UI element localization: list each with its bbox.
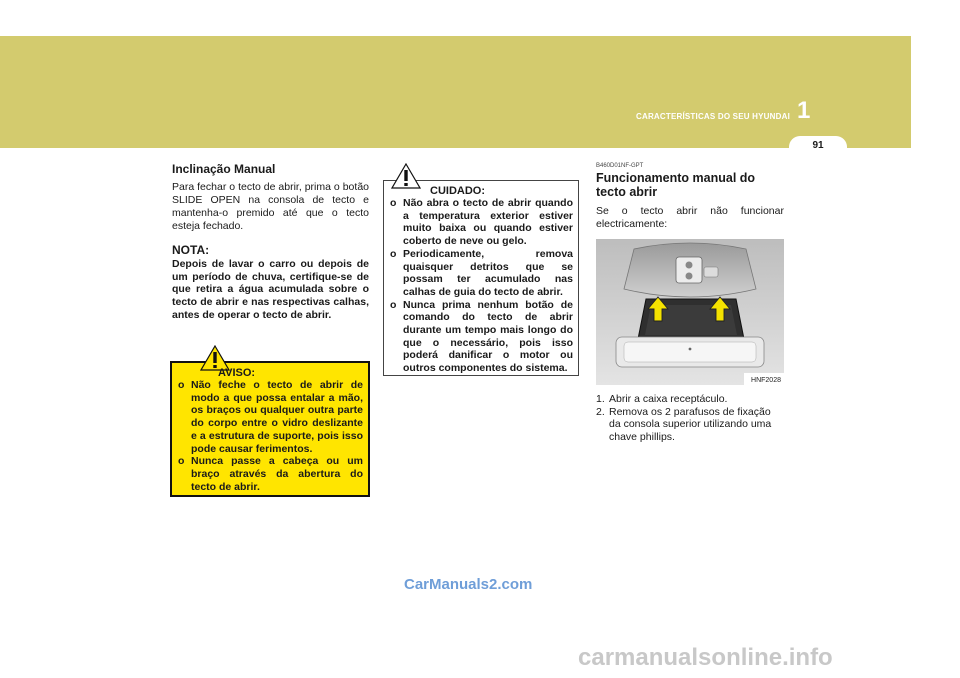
step-item: 2. Remova os 2 parafusos de fixação da consola superior utilizando uma chave phillips. <box>596 405 772 444</box>
section-code: B460D01NF-GPT <box>596 163 644 169</box>
page-number: 91 <box>812 140 824 151</box>
warning-item: o Nunca passe a cabeça ou um braço através da abertura do tecto de abrir. <box>178 455 363 493</box>
overhead-console-photo <box>596 239 784 385</box>
manual-operation-intro: Se o tecto abrir não funcionar electricamente: <box>596 205 784 230</box>
watermark-carmanuals2[interactable]: CarManuals2.com <box>404 576 533 593</box>
caution-item: o Não abra o tecto de abrir quando a temperatura exterior estiver muito baixa ou quando estiver coberto de neve ou gelo. <box>390 197 573 248</box>
left-column <box>172 162 369 322</box>
manual-tilt-paragraph: Para fechar o tecto de abrir, prima o botão SLIDE OPEN na consola de tecto e mantenha-o premido até que o tecto esteja fechado. <box>172 181 369 232</box>
caution-box <box>383 180 579 376</box>
caution-item: o Nunca prima nenhum botão de comando do tecto de abrir durante um tempo mais longo do que o necessário, pois isso poderá danificar o motor ou outros componentes do sistema. <box>390 298 573 375</box>
caution-title: CUIDADO: <box>430 185 485 197</box>
figure-label: HNF2028 <box>751 377 781 384</box>
steps-list <box>596 393 784 444</box>
watermark-carmanualsonline: carmanualsonline.info <box>578 644 833 671</box>
caution-item: o Periodicamente, remova quaisquer detritos que se possam ter acumulado nas calhas de guia do tecto de abrir. <box>390 247 573 298</box>
note-text: Depois de lavar o carro ou depois de um período de chuva, certifique-se de que retira a água acumulada sobre o tecto de abrir e nas respectivas calhas, antes de operar o tecto de abrir. <box>172 258 369 321</box>
chapter-number: 1 <box>797 97 811 124</box>
manual-tilt-heading: Inclinação Manual <box>172 162 276 176</box>
note-heading: NOTA: <box>172 243 210 257</box>
caution-list <box>390 197 573 375</box>
manual-operation-heading: Funcionamento manual do tecto abrir <box>596 171 756 199</box>
warning-box <box>170 361 370 497</box>
step-item: 1. Abrir a caixa receptáculo. <box>596 393 728 405</box>
warning-list <box>178 379 363 493</box>
caution-triangle-icon <box>391 163 421 189</box>
header-top-margin <box>0 0 911 36</box>
warning-item: o Não feche o tecto de abrir de modo a que possa entalar a mão, os braços ou qualquer outra parte do corpo entre o vidro deslizante e a estrutura de suporte, pois isso pode causar ferimentos. <box>178 379 363 455</box>
section-title: CARACTERÍSTICAS DO SEU HYUNDAI <box>635 112 790 121</box>
right-column <box>596 163 784 444</box>
header-band <box>0 0 911 148</box>
warning-title: AVISO: <box>218 367 256 379</box>
